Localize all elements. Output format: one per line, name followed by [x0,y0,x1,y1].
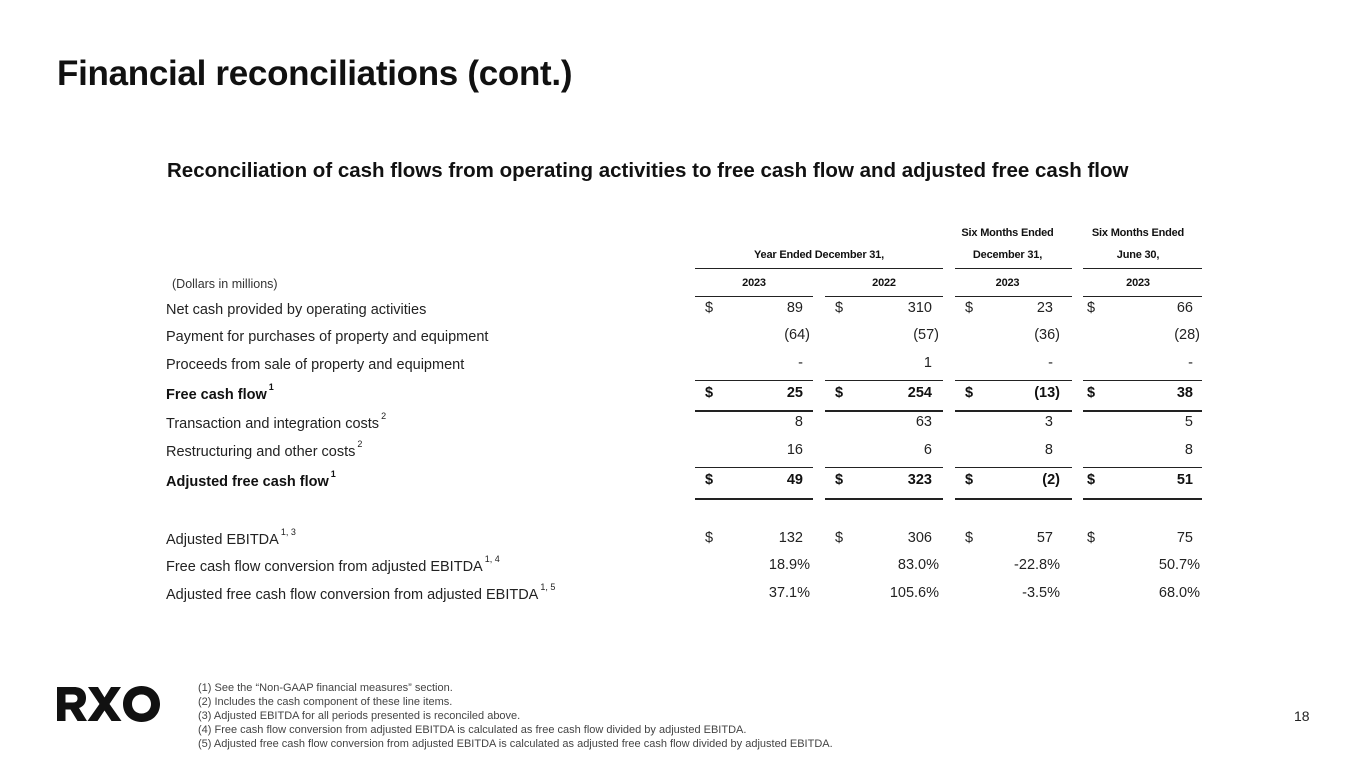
subtotal-rule [955,467,1072,468]
total-rule [695,498,813,500]
table-row [0,439,1365,462]
value-cell: (64) [784,327,810,343]
row-label: Net cash provided by operating activities [166,301,427,318]
subtotal-rule [825,380,943,381]
footnotes [198,681,833,751]
currency-symbol: $ [1087,472,1096,488]
value-cell: 105.6% [889,585,939,601]
value-cell: 38 [1176,385,1193,401]
subtotal-rule [825,410,943,412]
currency-symbol: $ [835,472,844,488]
row-label: Transaction and integration costs $^2$ [166,411,387,432]
subtotal-rule [825,467,943,468]
value-cell: 66 [1176,300,1193,316]
column-rule [695,296,813,297]
value-cell: (57) [913,327,939,343]
footnote: (2) Includes the cash component of these line items. [198,696,453,708]
value-cell: - [798,355,803,371]
column-rule [825,296,943,297]
value-cell: 51 [1176,472,1193,488]
subtotal-rule [955,380,1072,381]
row-label: Restructuring and other costs $^2$ [166,439,363,460]
header-rule [1083,268,1202,269]
value-cell: (28) [1174,327,1200,343]
footnote: (1) See the “Non-GAAP financial measures” section. [198,682,453,694]
header-six-months-jun-bottom: June 30, [1116,249,1160,261]
column-year-header: 2023 [742,277,766,289]
subtotal-rule [695,410,813,412]
value-cell: 6 [923,442,932,458]
value-cell: 16 [786,442,803,458]
value-cell: 8 [1044,442,1053,458]
rxo-logo [57,685,161,723]
value-cell: 8 [794,414,803,430]
value-cell: 63 [915,414,932,430]
value-cell: 37.1% [768,585,810,601]
value-cell: 57 [1036,530,1053,546]
currency-symbol: $ [835,300,844,316]
value-cell: 89 [786,300,803,316]
value-cell: 49 [786,472,803,488]
value-cell: 5 [1184,414,1193,430]
row-label: Free cash flow conversion from adjusted EBITDA $^{1, 4}$ [166,554,500,575]
currency-symbol: $ [835,385,844,401]
value-cell: 25 [786,385,803,401]
table-row [0,582,1365,605]
currency-symbol: $ [1087,385,1096,401]
value-cell: (2) [1042,472,1060,488]
value-cell: 132 [778,530,803,546]
table-row [0,527,1365,550]
footnote-ref: 2 [357,439,363,449]
header-rule [955,268,1072,269]
total-rule [825,498,943,500]
total-rule [955,498,1072,500]
value-cell: (36) [1034,327,1060,343]
table-row [0,411,1365,434]
header-six-months-dec-top: Six Months Ended [961,227,1054,239]
value-cell: 68.0% [1158,585,1200,601]
header-six-months-dec-bottom: December 31, [972,249,1043,261]
table-row [0,300,1365,320]
table-row [0,355,1365,375]
subtotal-rule [1083,467,1202,468]
header-year-ended: Year Ended December 31, [754,249,884,261]
page-number: 18 [1294,708,1310,724]
table-row [0,382,1365,405]
footnote: (4) Free cash flow conversion from adjusted EBITDA is calculated as free cash flow divided by adjusted EBITDA. [198,724,747,736]
subtotal-rule [1083,380,1202,381]
column-rule [1083,296,1202,297]
column-year-header: 2023 [1126,277,1150,289]
value-cell: 8 [1184,442,1193,458]
table-row [0,469,1365,492]
value-cell: 254 [907,385,932,401]
currency-symbol: $ [705,300,714,316]
row-label: Free cash flow $^1$ [166,382,274,403]
footnote-ref: 1, 3 [280,527,296,537]
value-cell: (13) [1034,385,1060,401]
row-label: Adjusted EBITDA $^{1, 3}$ [166,527,296,548]
value-cell: 23 [1036,300,1053,316]
table-row [0,327,1365,347]
currency-symbol: $ [705,530,714,546]
row-label: Proceeds from sale of property and equipment [166,356,465,373]
column-year-header: 2022 [872,277,896,289]
column-rule [955,296,1072,297]
footnote-ref: 1 [330,469,336,479]
footnote-ref: 1 [268,382,274,392]
subtotal-rule [955,410,1072,412]
footnote-ref: 1, 4 [484,554,500,564]
currency-symbol: $ [965,300,974,316]
units-label: (Dollars in millions) [172,277,278,291]
currency-symbol: $ [705,385,714,401]
page-title: Financial reconciliations (cont.) [57,54,573,93]
row-label: Payment for purchases of property and equipment [166,328,489,345]
value-cell: -22.8% [1014,557,1060,573]
value-cell: 306 [907,530,932,546]
subtotal-rule [695,467,813,468]
value-cell: 1 [923,355,932,371]
header-rule [695,268,943,269]
value-cell: 83.0% [897,557,939,573]
value-cell: 310 [907,300,932,316]
footnote: (3) Adjusted EBITDA for all periods presented is reconciled above. [198,710,521,722]
header-six-months-jun-top: Six Months Ended [1091,227,1185,239]
footnote-ref: 1, 5 [540,582,556,592]
footnote-ref: 2 [381,411,387,421]
subtotal-rule [695,380,813,381]
currency-symbol: $ [1087,530,1096,546]
value-cell: 3 [1044,414,1053,430]
currency-symbol: $ [1087,300,1096,316]
value-cell: - [1188,355,1193,371]
currency-symbol: $ [965,385,974,401]
table-title: Reconciliation of cash flows from operating activities to free cash flow and adjusted free cash flow [167,159,1129,182]
total-rule [1083,498,1202,500]
currency-symbol: $ [965,530,974,546]
currency-symbol: $ [965,472,974,488]
table-row [0,554,1365,577]
value-cell: 50.7% [1158,557,1200,573]
row-label: Adjusted free cash flow $^1$ [166,469,336,490]
value-cell: 18.9% [768,557,810,573]
currency-symbol: $ [705,472,714,488]
value-cell: 75 [1176,530,1193,546]
value-cell: - [1048,355,1053,371]
value-cell: -3.5% [1022,585,1060,601]
subtotal-rule [1083,410,1202,412]
column-year-header: 2023 [995,277,1020,289]
footnote: (5) Adjusted free cash flow conversion from adjusted EBITDA is calculated as adjusted free cash flow divided by adjusted EBITDA. [198,738,833,750]
value-cell: 323 [907,472,932,488]
currency-symbol: $ [835,530,844,546]
row-label: Adjusted free cash flow conversion from adjusted EBITDA $^{1, 5}$ [166,582,556,603]
